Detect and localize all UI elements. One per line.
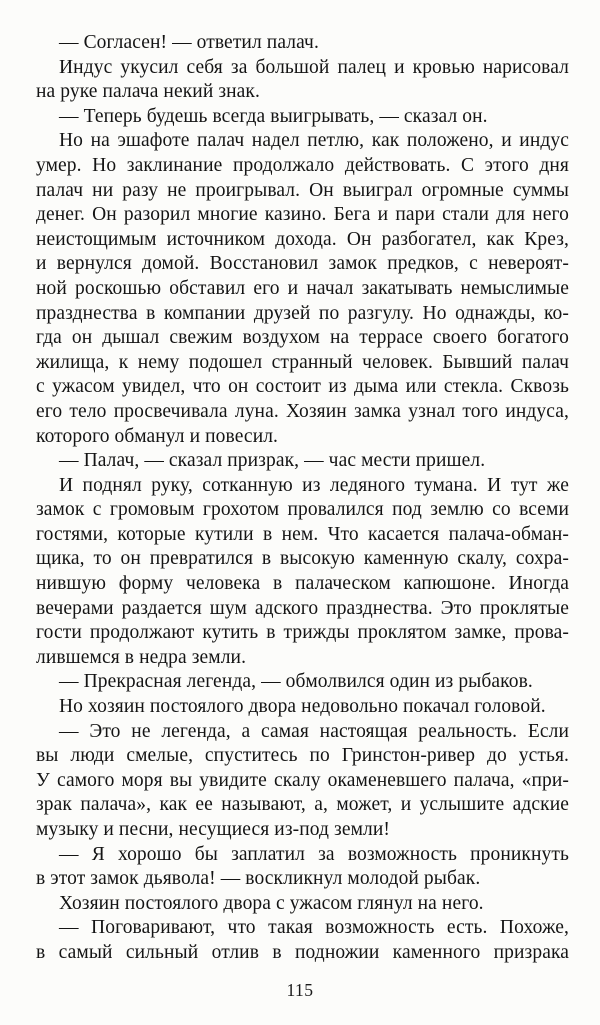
text-line: вы люди смелые, спуститесь по Гринстон-ривер до устья. [36,745,569,767]
text-line: щика, то он превратился в высокую каменную скалу, сохра- [36,548,569,570]
text-line: Хозяин постоялого двора с ужасом глянул на него. [59,892,484,914]
text-line: И поднял руку, сотканную из ледяного тумана. И тут же [59,474,569,496]
text-line: Но хозяин постоялого двора недовольно покачал головой. [59,696,546,718]
text-line: празднества в компании друзей по разгулу. Но однажды, ко- [36,302,569,324]
text-line: которого обманул и повесил. [36,425,279,447]
text-line: гости продолжают кутить в трижды проклятом замке, прова- [36,622,569,644]
text-line: зрак палача», как ее называют, а, может, и услышите адские [36,794,569,816]
text-line: его тело просвечивала луна. Хозяин замка узнал того индуса, [36,400,569,422]
text-line: неистощимым источником дохода. Он разбогател, как Крез, [36,228,569,250]
text-line: гостями, которые кутили в нем. Что касается палача-обман- [36,523,569,545]
text-line: — Прекрасная легенда, — обмолвился один из рыбаков. [59,671,533,693]
text-line: вечерами раздается шум адского празднества. Это проклятые [36,597,569,619]
text-line: замок с громовым грохотом провалился под землю со всеми [36,499,569,521]
text-line: нившую форму человека в палаческом капюшоне. Иногда [36,573,569,595]
text-line: в самый сильный отлив в подножии каменного призрака [36,941,569,963]
text-line: лившемся в недра земли. [36,646,247,668]
text-line: в этот замок дьявола! — воскликнул молодой рыбак. [36,868,481,890]
text-line: музыку и песни, несущиеся из-под земли! [36,819,391,840]
text-line: денег. Он разорил многие казино. Бега и пари стали для него [36,204,569,226]
text-line: на руке палача некий знак. [36,81,260,103]
text-line: — Я хорошо бы заплатил за возможность проникнуть [59,843,569,865]
text-line: умер. Но заклинание продолжало действовать. С этого дня [36,154,569,176]
text-line: У самого моря вы увидите скалу окаменевшего палача, «при- [36,769,569,791]
text-line: с ужасом увидел, что он состоит из дыма или стекла. Сквозь [36,376,569,398]
text-line: гда он дышал свежим воздухом на террасе своего богатого [36,327,569,349]
text-line: жилища, к нему подошел странный человек. Бывший палач [36,351,569,373]
page-number: 115 [286,980,314,1000]
text-line: Индус укусил себя за большой палец и кровью нарисовал [59,56,569,78]
page-text [36,31,569,966]
text-line: — Поговаривают, что такая возможность есть. Похоже, [59,917,569,939]
text-line: и вернулся домой. Восстановил замок предков, с невероят- [36,253,569,275]
text-line: — Теперь будешь всегда выигрывать, — сказал он. [59,105,488,127]
text-line: палач ни разу не проигрывал. Он выиграл огромные суммы [36,179,569,201]
text-line: — Палач, — сказал призрак, — час мести пришел. [59,450,486,472]
text-line: ной роскошью обставил его и начал закатывать немыслимые [36,277,569,299]
text-line: — Это не легенда, а самая настоящая реальность. Если [59,720,569,742]
text-line: Но на эшафоте палач надел петлю, как положено, и индус [59,130,569,152]
text-line: — Согласен! — ответил палач. [59,32,319,53]
